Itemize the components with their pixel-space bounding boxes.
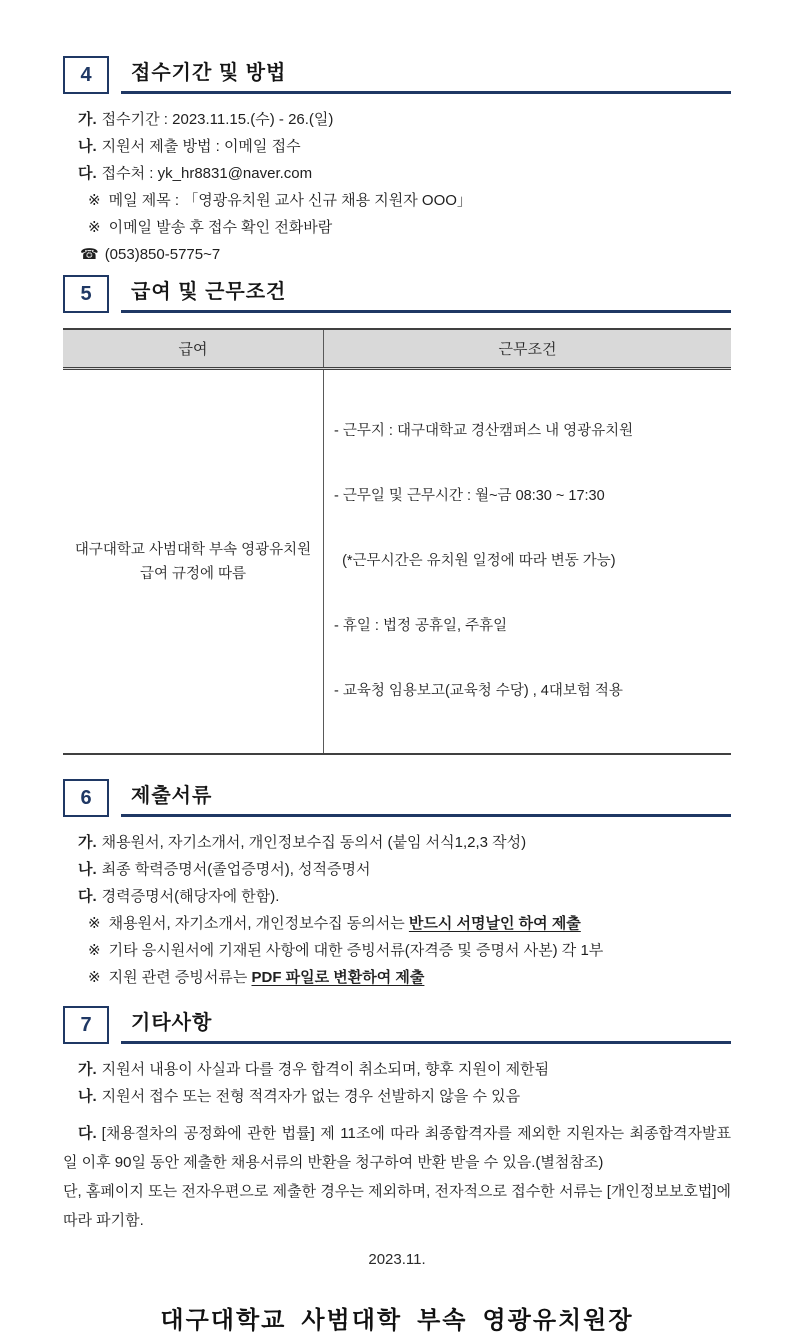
reference-mark: ※ — [88, 192, 101, 209]
reference-mark: ※ — [88, 915, 101, 932]
item-text: 지원서 접수 또는 전형 적격자가 없는 경우 선발하지 않을 수 있음 — [101, 1088, 521, 1105]
section-7-number-box: 7 — [63, 1006, 109, 1044]
section-4-number-box: 4 — [63, 56, 109, 94]
paragraph-text: [채용절차의 공정화에 관한 법률] 제 11조에 따라 최종합격자를 제외한 지원자는 최종합격자발표일 이후 90일 동안 제출한 채용서류의 반환을 청구하여 반환 받을 수 있음.(별첨참조) — [63, 1125, 731, 1171]
item-prefix: 가. — [78, 111, 97, 128]
mail-subject-note-item — [78, 191, 731, 211]
item-text: 이메일 발송 후 접수 확인 전화바람 — [108, 219, 333, 236]
reference-mark: ※ — [88, 942, 101, 959]
section-4-items — [78, 110, 731, 265]
section-7-title: 기타사항 — [131, 1012, 213, 1034]
phone-icon: ☎ — [80, 246, 99, 263]
item-prefix: 나. — [78, 1088, 97, 1105]
section-4-title: 접수기간 및 방법 — [131, 62, 287, 84]
item-prefix: 다. — [78, 165, 97, 182]
item-prefix: 가. — [78, 1061, 97, 1078]
salary-line: 대구대학교 사범대학 부속 영광유치원 — [74, 541, 312, 558]
signature-line: 대구대학교 사범대학 부속 영광유치원장 — [160, 1308, 634, 1334]
section-6-number-box: 6 — [63, 779, 109, 817]
salary-line: 급여 규정에 따름 — [139, 565, 247, 582]
condition-line: - 근무일 및 근무시간 : 월~금 08:30 ~ 17:30 — [334, 488, 605, 504]
item-text: 채용원서, 자기소개서, 개인정보수집 동의서 (붙임 서식1,2,3 작성) — [101, 834, 527, 851]
section-7-title-rule — [121, 1006, 731, 1044]
condition-line: - 휴일 : 법정 공휴일, 주휴일 — [334, 618, 508, 634]
item-text: 최종 학력증명서(졸업증명서), 성적증명서 — [101, 861, 371, 878]
table-header-row — [63, 329, 731, 369]
item-prefix: 다. — [78, 1125, 97, 1142]
condition-line: (*근무시간은 유치원 일정에 따라 변동 가능) — [334, 553, 616, 569]
table-header-conditions: 근무조건 — [324, 329, 731, 369]
document-disposal-paragraph — [63, 1177, 731, 1235]
false-info-item — [78, 1060, 731, 1080]
conditions-cell — [324, 369, 731, 755]
phone-number-text: (053)850-5775~7 — [104, 246, 221, 263]
item-emphasis-text: PDF 파일로 변환하여 제출 — [251, 969, 425, 986]
section-4-title-rule — [121, 56, 731, 94]
signature-required-note-item — [78, 914, 731, 934]
section-5-title-rule — [121, 275, 731, 313]
reference-mark: ※ — [88, 969, 101, 986]
document-date: 2023.11. — [368, 1251, 426, 1268]
item-emphasis-text: 반드시 서명날인 하여 제출 — [408, 915, 581, 932]
section-7-header — [63, 1006, 731, 1044]
item-text: 접수기간 : 2023.11.15.(수) - 26.(일) — [101, 111, 334, 128]
document-return-paragraph — [63, 1119, 731, 1177]
reception-period-item — [78, 110, 731, 130]
section-7-items — [78, 1060, 731, 1107]
table-row — [63, 369, 731, 755]
transcripts-item — [78, 860, 731, 880]
phone-number-item — [78, 245, 731, 265]
section-5-number-box: 5 — [63, 275, 109, 313]
item-prefix: 다. — [78, 888, 97, 905]
application-forms-item — [78, 833, 731, 853]
section-5-header — [63, 275, 731, 313]
item-text: 기타 응시원서에 기재된 사항에 대한 증빙서류(자격증 및 증명서 사본) 각 1부 — [108, 942, 604, 959]
pdf-conversion-note-item — [78, 968, 731, 988]
section-reception — [63, 56, 731, 265]
item-text: 경력증명서(해당자에 한함). — [101, 888, 280, 905]
item-prefix: 나. — [78, 861, 97, 878]
section-salary-conditions — [63, 275, 731, 755]
submission-method-item — [78, 137, 731, 157]
paragraph-text: 단, 홈페이지 또는 전자우편으로 제출한 경우는 제외하며, 전자적으로 접수한 서류는 [개인정보보호법]에 따라 파기함. — [63, 1183, 731, 1229]
section-5-title: 급여 및 근무조건 — [131, 281, 287, 303]
condition-line: - 교육청 임용보고(교육청 수당) , 4대보험 적용 — [334, 683, 623, 699]
item-prefix: 나. — [78, 138, 97, 155]
item-text: 지원 관련 증빙서류는 — [108, 969, 252, 986]
salary-conditions-table — [63, 328, 731, 755]
no-selection-item — [78, 1087, 731, 1107]
section-documents — [63, 779, 731, 988]
item-text: 메일 제목 : 「영광유치원 교사 신규 채용 지원자 OOO」 — [108, 192, 472, 209]
item-text: 지원서 제출 방법 : 이메일 접수 — [101, 138, 301, 155]
reference-mark: ※ — [88, 219, 101, 236]
supporting-documents-note-item — [78, 941, 731, 961]
section-6-items — [78, 833, 731, 988]
email-address-text: 접수처 : yk_hr8831@naver.com — [101, 165, 313, 182]
salary-cell — [63, 369, 324, 755]
section-4-header — [63, 56, 731, 94]
table-header-salary: 급여 — [63, 329, 324, 369]
section-other — [63, 1006, 731, 1235]
reception-email-item — [78, 164, 731, 184]
section-6-title-rule — [121, 779, 731, 817]
career-certificate-item — [78, 887, 731, 907]
condition-line: - 근무지 : 대구대학교 경산캠퍼스 내 영광유치원 — [334, 423, 634, 439]
section-6-header — [63, 779, 731, 817]
section-6-title: 제출서류 — [131, 785, 213, 807]
section-7-paragraphs — [63, 1119, 731, 1235]
confirm-call-note-item — [78, 218, 731, 238]
item-text: 지원서 내용이 사실과 다를 경우 합격이 취소되며, 향후 지원이 제한됨 — [101, 1061, 550, 1078]
item-text: 채용원서, 자기소개서, 개인정보수집 동의서는 — [108, 915, 409, 932]
item-prefix: 가. — [78, 834, 97, 851]
